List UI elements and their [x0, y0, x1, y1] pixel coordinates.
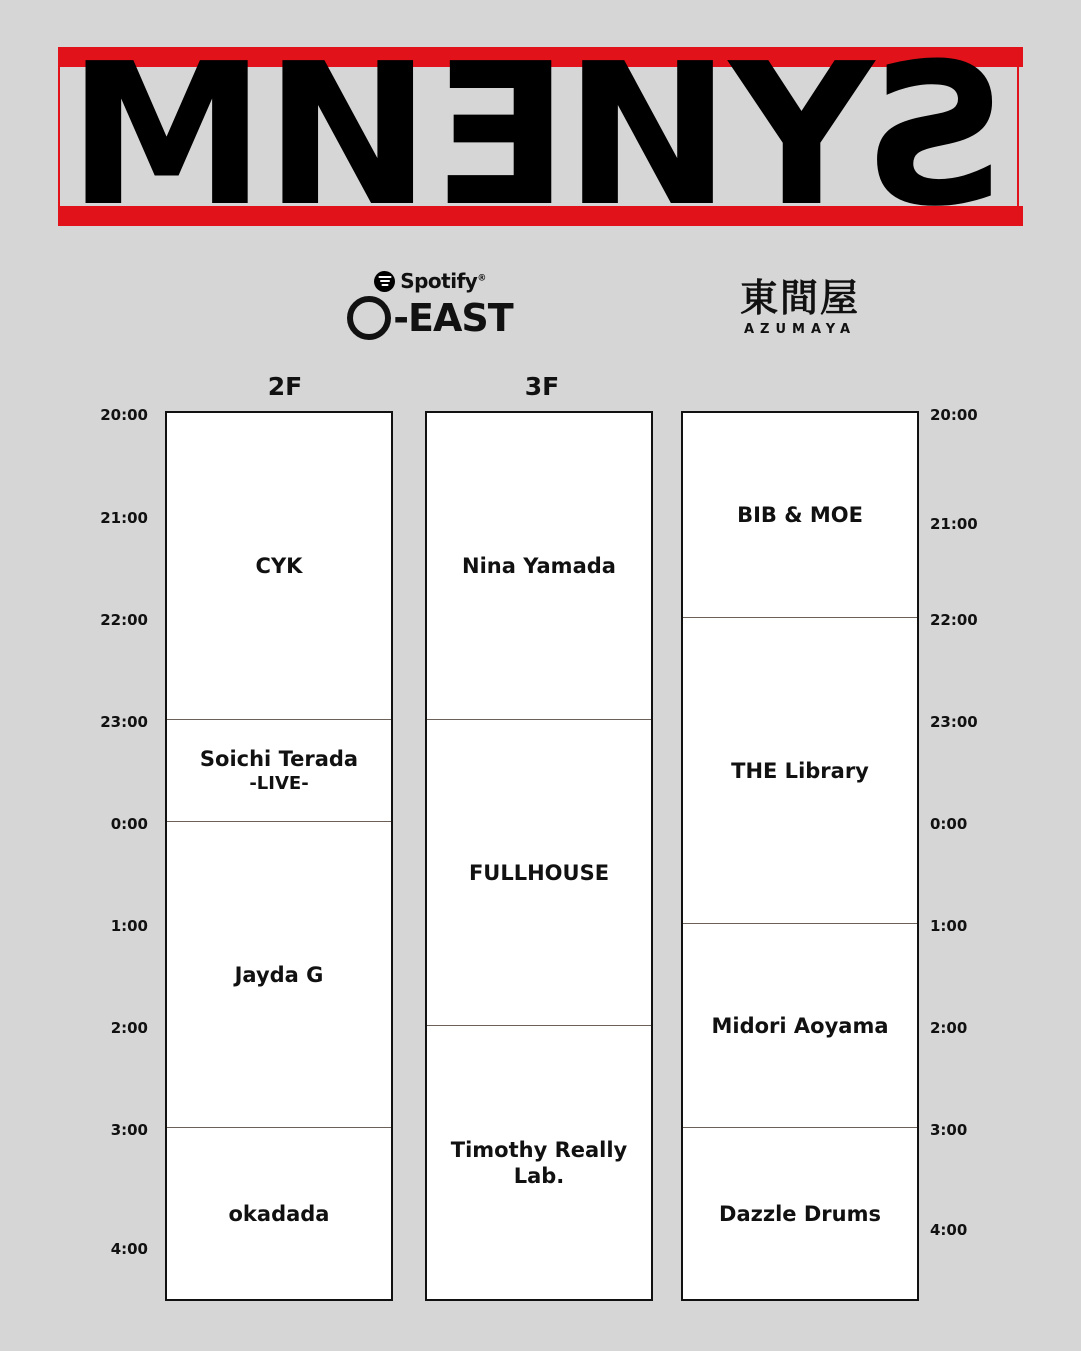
azumaya-kanji: 東間屋	[739, 276, 860, 320]
timetable-slot[interactable]	[683, 923, 917, 1127]
time-label-left-2000: 20:00	[100, 406, 148, 424]
time-label-left-2200: 22:00	[100, 611, 148, 629]
artist-name: okadada	[228, 1201, 330, 1226]
timetable-slot[interactable]	[427, 719, 651, 1025]
timetable-slot[interactable]	[167, 821, 391, 1127]
stage-column-oeast-3f	[425, 411, 653, 1301]
time-label-left-0400: 4:00	[110, 1240, 148, 1258]
o-east-name: -EAST	[393, 296, 513, 340]
artist-name: Soichi Terada	[199, 746, 359, 771]
stage-column-oeast-2f	[165, 411, 393, 1301]
timetable-slot[interactable]	[427, 1025, 651, 1299]
timetable-slot[interactable]	[427, 413, 651, 719]
timetable-slot[interactable]	[167, 413, 391, 719]
artist-name: Timothy Really Lab.	[450, 1137, 628, 1188]
time-label-right-2200: 22:00	[930, 611, 978, 629]
time-label-right-0000: 0:00	[930, 815, 968, 833]
artist-name: CYK	[255, 554, 303, 578]
timetable-slot[interactable]	[167, 719, 391, 821]
timetable-slot[interactable]	[683, 413, 917, 617]
time-label-right-0100: 1:00	[930, 917, 968, 935]
time-label-left-0200: 2:00	[110, 1019, 148, 1037]
logo-wordmark: MNƎNYƧ	[67, 22, 1014, 250]
artist-name: FULLHOUSE	[468, 860, 610, 885]
artist-name: Midori Aoyama	[711, 1013, 889, 1038]
spotify-trademark: ®	[477, 273, 486, 284]
floor-label-3f: 3F	[524, 372, 560, 401]
time-label-right-2000: 20:00	[930, 406, 978, 424]
artist-name: BIB & MOE	[737, 503, 863, 527]
time-label-left-2300: 23:00	[100, 713, 148, 731]
floor-label-2f: 2F	[267, 372, 303, 401]
timetable-slot[interactable]	[167, 1127, 391, 1299]
stage-column-azumaya	[681, 411, 919, 1301]
time-label-right-0300: 3:00	[930, 1121, 968, 1139]
artist-name: Jayda G	[234, 962, 324, 987]
timetable-slot[interactable]	[683, 617, 917, 923]
spotify-wordmark-text: Spotify	[400, 269, 478, 293]
time-label-left-0100: 1:00	[110, 917, 148, 935]
time-label-left-2100: 21:00	[100, 509, 148, 527]
time-label-right-0200: 2:00	[930, 1019, 968, 1037]
time-label-right-0400: 4:00	[930, 1221, 968, 1239]
time-label-left-0000: 0:00	[110, 815, 148, 833]
time-label-left-0300: 3:00	[110, 1121, 148, 1139]
time-label-right-2100: 21:00	[930, 515, 978, 533]
artist-name: Dazzle Drums	[719, 1201, 881, 1226]
time-label-right-2300: 23:00	[930, 713, 978, 731]
artist-name: THE Library	[731, 758, 869, 783]
artist-name: Nina Yamada	[462, 554, 616, 578]
artist-subtitle: -LIVE-	[249, 772, 309, 794]
azumaya-roman: AZUMAYA	[743, 322, 857, 337]
timetable-slot[interactable]	[683, 1127, 917, 1299]
